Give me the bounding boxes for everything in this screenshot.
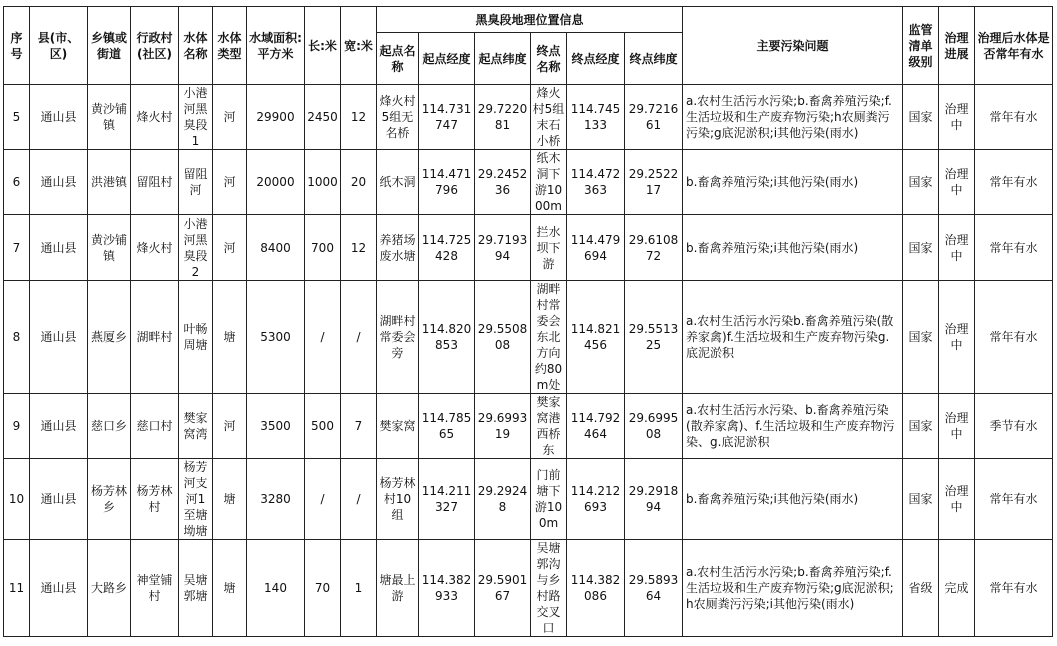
cell-end-name: 门前塘下游100m [531, 459, 567, 540]
cell-water-name: 小港河黑臭段2 [179, 215, 213, 281]
header-county: 县(市、区) [30, 7, 88, 85]
cell-pollution: b.畜禽养殖污染;i其他污染(雨水) [683, 459, 903, 540]
cell-level: 国家 [903, 281, 939, 394]
cell-after: 常年有水 [975, 85, 1053, 150]
cell-level: 国家 [903, 215, 939, 281]
cell-county: 通山县 [30, 215, 88, 281]
cell-end-lat: 29.699508 [625, 394, 683, 459]
pollution-table [3, 6, 1053, 637]
cell-village: 烽火村 [131, 85, 179, 150]
cell-end-lon: 114.212693 [567, 459, 625, 540]
cell-end-lon: 114.472363 [567, 150, 625, 215]
cell-width: 7 [341, 394, 377, 459]
header-start-lon: 起点经度 [419, 33, 475, 85]
header-seq: 序号 [4, 7, 30, 85]
cell-length: 70 [305, 540, 341, 637]
cell-seq: 6 [4, 150, 30, 215]
cell-start-lat: 29.722081 [475, 85, 531, 150]
cell-water-name: 叶畅周塘 [179, 281, 213, 394]
header-length: 长:米 [305, 7, 341, 85]
cell-end-name: 烽火村5组末石小桥 [531, 85, 567, 150]
cell-width: / [341, 459, 377, 540]
cell-water-type: 塘 [213, 281, 247, 394]
cell-progress: 治理中 [939, 459, 975, 540]
header-geo-group: 黑臭段地理位置信息 [377, 7, 683, 33]
cell-width: 12 [341, 215, 377, 281]
cell-start-name: 纸木洞 [377, 150, 419, 215]
cell-water-name: 樊家窝湾 [179, 394, 213, 459]
cell-seq: 7 [4, 215, 30, 281]
cell-progress: 治理中 [939, 85, 975, 150]
cell-end-lon: 114.382086 [567, 540, 625, 637]
header-pollution: 主要污染问题 [683, 7, 903, 85]
table-row [4, 150, 1053, 215]
cell-end-name: 纸木洞下游1000m [531, 150, 567, 215]
cell-end-lat: 29.589364 [625, 540, 683, 637]
cell-level: 国家 [903, 394, 939, 459]
cell-end-lat: 29.291894 [625, 459, 683, 540]
cell-start-lon: 114.731747 [419, 85, 475, 150]
cell-seq: 5 [4, 85, 30, 150]
header-start-lat: 起点纬度 [475, 33, 531, 85]
cell-progress: 治理中 [939, 394, 975, 459]
cell-county: 通山县 [30, 281, 88, 394]
header-area: 水域面积:平方米 [247, 7, 305, 85]
cell-area: 20000 [247, 150, 305, 215]
cell-water-type: 塘 [213, 540, 247, 637]
header-end-lat: 终点纬度 [625, 33, 683, 85]
cell-length: 700 [305, 215, 341, 281]
cell-village: 神堂铺村 [131, 540, 179, 637]
cell-start-name: 养猪场废水塘 [377, 215, 419, 281]
cell-village: 慈口村 [131, 394, 179, 459]
cell-width: 20 [341, 150, 377, 215]
cell-end-lon: 114.479694 [567, 215, 625, 281]
header-end-lon: 终点经度 [567, 33, 625, 85]
table-row [4, 281, 1053, 394]
cell-start-name: 湖畔村常委会旁 [377, 281, 419, 394]
cell-start-name: 塘最上游 [377, 540, 419, 637]
cell-after: 常年有水 [975, 281, 1053, 394]
cell-start-name: 樊家窝 [377, 394, 419, 459]
cell-area: 5300 [247, 281, 305, 394]
cell-water-name: 留阻河 [179, 150, 213, 215]
cell-water-name: 小港河黑臭段1 [179, 85, 213, 150]
cell-county: 通山县 [30, 85, 88, 150]
cell-width: 1 [341, 540, 377, 637]
cell-width: / [341, 281, 377, 394]
cell-town: 大路乡 [88, 540, 131, 637]
cell-level: 国家 [903, 150, 939, 215]
cell-start-lon: 114.78565 [419, 394, 475, 459]
cell-end-name: 樊家窝港西桥东 [531, 394, 567, 459]
cell-width: 12 [341, 85, 377, 150]
header-start-name: 起点名称 [377, 33, 419, 85]
cell-water-type: 河 [213, 85, 247, 150]
table-row [4, 394, 1053, 459]
cell-town: 黄沙铺镇 [88, 85, 131, 150]
cell-after: 常年有水 [975, 215, 1053, 281]
cell-end-lat: 29.252217 [625, 150, 683, 215]
cell-end-lon: 114.821456 [567, 281, 625, 394]
cell-county: 通山县 [30, 459, 88, 540]
cell-town: 黄沙铺镇 [88, 215, 131, 281]
cell-end-lon: 114.745133 [567, 85, 625, 150]
cell-after: 季节有水 [975, 394, 1053, 459]
cell-water-type: 河 [213, 215, 247, 281]
cell-town: 燕厦乡 [88, 281, 131, 394]
header-after: 治理后水体是否常年有水 [975, 7, 1053, 85]
cell-start-lat: 29.550808 [475, 281, 531, 394]
cell-end-lat: 29.721661 [625, 85, 683, 150]
table-row [4, 85, 1053, 150]
cell-start-lat: 29.699319 [475, 394, 531, 459]
cell-end-lon: 114.792464 [567, 394, 625, 459]
cell-county: 通山县 [30, 540, 88, 637]
cell-area: 3500 [247, 394, 305, 459]
cell-village: 湖畔村 [131, 281, 179, 394]
cell-length: / [305, 459, 341, 540]
cell-start-lat: 29.590167 [475, 540, 531, 637]
cell-progress: 治理中 [939, 150, 975, 215]
cell-village: 留阻村 [131, 150, 179, 215]
cell-water-name: 吴塘郭塘 [179, 540, 213, 637]
cell-start-lon: 114.211327 [419, 459, 475, 540]
cell-town: 杨芳林乡 [88, 459, 131, 540]
cell-start-lon: 114.820853 [419, 281, 475, 394]
cell-pollution: b.畜禽养殖污染;i其他污染(雨水) [683, 215, 903, 281]
cell-seq: 8 [4, 281, 30, 394]
cell-length: 2450 [305, 85, 341, 150]
cell-start-lat: 29.245236 [475, 150, 531, 215]
cell-town: 洪港镇 [88, 150, 131, 215]
cell-start-lat: 29.29248 [475, 459, 531, 540]
cell-after: 常年有水 [975, 459, 1053, 540]
table-row [4, 215, 1053, 281]
header-end-name: 终点名称 [531, 33, 567, 85]
cell-village: 烽火村 [131, 215, 179, 281]
cell-start-lon: 114.725428 [419, 215, 475, 281]
cell-end-name: 拦水坝下游 [531, 215, 567, 281]
cell-start-name: 杨芳林村10组 [377, 459, 419, 540]
cell-end-name: 吴塘郭沟与乡村路交叉口 [531, 540, 567, 637]
cell-start-name: 烽火村5组无名桥 [377, 85, 419, 150]
cell-progress: 治理中 [939, 215, 975, 281]
header-village: 行政村(社区) [131, 7, 179, 85]
cell-start-lat: 29.719394 [475, 215, 531, 281]
cell-town: 慈口乡 [88, 394, 131, 459]
cell-county: 通山县 [30, 150, 88, 215]
cell-length: / [305, 281, 341, 394]
cell-after: 常年有水 [975, 150, 1053, 215]
cell-length: 500 [305, 394, 341, 459]
header-level: 监管清单级别 [903, 7, 939, 85]
cell-water-type: 河 [213, 150, 247, 215]
table-row [4, 459, 1053, 540]
cell-length: 1000 [305, 150, 341, 215]
cell-area: 8400 [247, 215, 305, 281]
cell-start-lon: 114.471796 [419, 150, 475, 215]
header-progress: 治理进展 [939, 7, 975, 85]
cell-pollution: a.农村生活污水污染;b.畜禽养殖污染;f.生活垃圾和生产废弃物污染;h农厕粪污污染;g底泥淤积;i其他污染(雨水) [683, 85, 903, 150]
cell-progress: 治理中 [939, 281, 975, 394]
cell-level: 国家 [903, 85, 939, 150]
cell-end-name: 湖畔村常委会东北方向约80m处 [531, 281, 567, 394]
cell-end-lat: 29.551325 [625, 281, 683, 394]
cell-water-type: 河 [213, 394, 247, 459]
header-water-type: 水体类型 [213, 7, 247, 85]
table-row [4, 540, 1053, 637]
cell-area: 29900 [247, 85, 305, 150]
header-town: 乡镇或街道 [88, 7, 131, 85]
cell-level: 省级 [903, 540, 939, 637]
cell-pollution: a.农村生活污水污染、b.畜禽养殖污染(散养家禽)、f.生活垃圾和生产废弃物污染、g.底泥淤积 [683, 394, 903, 459]
cell-seq: 9 [4, 394, 30, 459]
cell-village: 杨芳林村 [131, 459, 179, 540]
cell-after: 常年有水 [975, 540, 1053, 637]
cell-start-lon: 114.382933 [419, 540, 475, 637]
cell-county: 通山县 [30, 394, 88, 459]
cell-area: 140 [247, 540, 305, 637]
cell-water-name: 杨芳河支河1至塘坳塘 [179, 459, 213, 540]
cell-progress: 完成 [939, 540, 975, 637]
cell-level: 国家 [903, 459, 939, 540]
cell-area: 3280 [247, 459, 305, 540]
cell-pollution: a.农村生活污水污染;b.畜禽养殖污染;f.生活垃圾和生产废弃物污染;g底泥淤积;h农厕粪污污染;i其他污染(雨水) [683, 540, 903, 637]
cell-pollution: a.农村生活污水污染b.畜禽养殖污染(散养家禽)f.生活垃圾和生产废弃物污染g.底泥淤积 [683, 281, 903, 394]
cell-pollution: b.畜禽养殖污染;i其他污染(雨水) [683, 150, 903, 215]
header-width: 宽:米 [341, 7, 377, 85]
cell-end-lat: 29.610872 [625, 215, 683, 281]
header-water-name: 水体名称 [179, 7, 213, 85]
cell-seq: 10 [4, 459, 30, 540]
cell-water-type: 塘 [213, 459, 247, 540]
cell-seq: 11 [4, 540, 30, 637]
